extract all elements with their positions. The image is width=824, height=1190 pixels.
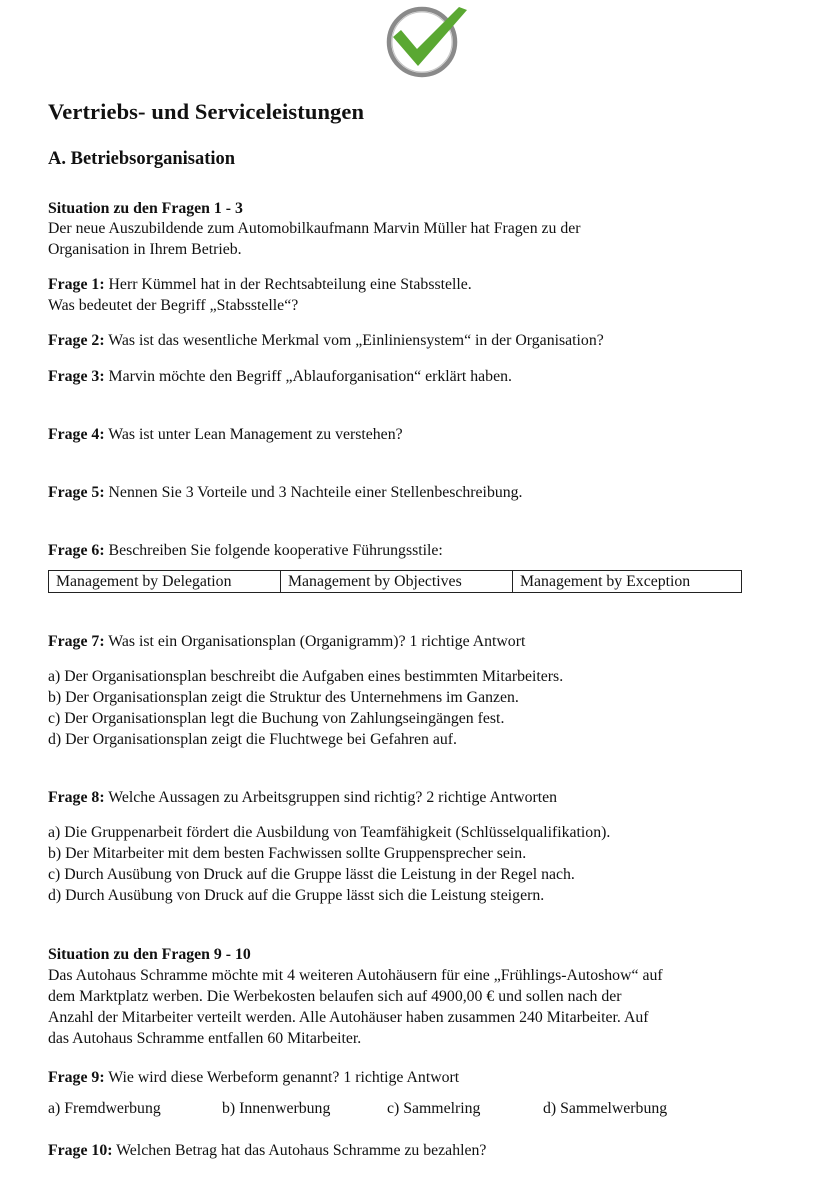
- question-text: Herr Kümmel hat in der Rechtsabteilung eine Stabsstelle.: [104, 276, 472, 293]
- question-9: [48, 1067, 459, 1088]
- question-label: Frage 5:: [48, 484, 105, 501]
- situation-text-line: Das Autohaus Schramme möchte mit 4 weiteren Autohäusern für eine „Frühlings-Autoshow“ auf: [48, 967, 663, 984]
- table-row: [49, 571, 742, 593]
- question-label: Frage 4:: [48, 426, 105, 443]
- table-cell: Management by Delegation: [49, 571, 281, 593]
- question-7: [48, 631, 525, 652]
- question-5: [48, 482, 523, 503]
- question-text: Was ist das wesentliche Merkmal vom „Einliniensystem“ in der Organisation?: [104, 332, 604, 349]
- section-heading: A. Betriebsorganisation: [48, 149, 236, 169]
- situation-text-line: das Autohaus Schramme entfallen 60 Mitarbeiter.: [48, 1030, 362, 1047]
- question-3: [48, 366, 512, 387]
- situation-heading: Situation zu den Fragen 9 - 10: [48, 946, 251, 963]
- question-10: [48, 1140, 486, 1161]
- question-text: Wie wird diese Werbeform genannt? 1 richtige Antwort: [104, 1069, 460, 1086]
- answer-option: c) Durch Ausübung von Druck auf die Gruppe lässt die Leistung in der Regel nach.: [48, 866, 575, 883]
- answer-option: d) Der Organisationsplan zeigt die Fluchtwege bei Gefahren auf.: [48, 731, 457, 748]
- question-text: Was ist ein Organisationsplan (Organigramm)? 1 richtige Antwort: [104, 633, 526, 650]
- question-label: Frage 6:: [48, 542, 105, 559]
- answer-option: b) Der Mitarbeiter mit dem besten Fachwissen sollte Gruppensprecher sein.: [48, 845, 527, 862]
- question-2: [48, 330, 604, 351]
- question-1: [48, 274, 472, 295]
- situation-text-line: dem Marktplatz werben. Die Werbekosten belaufen sich auf 4900,00 € und sollen nach der: [48, 988, 622, 1005]
- table-cell: Management by Exception: [513, 571, 742, 593]
- answer-option: a) Der Organisationsplan beschreibt die Aufgaben eines bestimmten Mitarbeiters.: [48, 668, 564, 685]
- answer-option: d) Sammelwerbung: [543, 1100, 668, 1117]
- situation-text-line: Der neue Auszubildende zum Automobilkaufmann Marvin Müller hat Fragen zu der: [48, 220, 581, 237]
- answer-option: c) Sammelring: [387, 1100, 481, 1117]
- question-label: Frage 3:: [48, 368, 105, 385]
- question-text: Nennen Sie 3 Vorteile und 3 Nachteile einer Stellenbeschreibung.: [104, 484, 523, 501]
- answer-option: a) Die Gruppenarbeit fördert die Ausbildung von Teamfähigkeit (Schlüsselqualifikation).: [48, 824, 611, 841]
- answer-option: b) Der Organisationsplan zeigt die Struktur des Unternehmens im Ganzen.: [48, 689, 519, 706]
- answer-option: b) Innenwerbung: [222, 1100, 331, 1117]
- checkmark-icon: [381, 3, 469, 79]
- question-4: [48, 424, 403, 445]
- question-label: Frage 9:: [48, 1069, 105, 1086]
- question-text: Beschreiben Sie folgende kooperative Führungsstile:: [104, 542, 443, 559]
- question-text: Welche Aussagen zu Arbeitsgruppen sind richtig? 2 richtige Antworten: [104, 789, 558, 806]
- answer-option: c) Der Organisationsplan legt die Buchung von Zahlungseingängen fest.: [48, 710, 505, 727]
- question-text: Marvin möchte den Begriff „Ablauforganisation“ erklärt haben.: [104, 368, 512, 385]
- question-label: Frage 8:: [48, 789, 105, 806]
- situation-text-line: Anzahl der Mitarbeiter verteilt werden. Alle Autohäuser haben zusammen 240 Mitarbeiter. Auf: [48, 1009, 649, 1026]
- answer-option: a) Fremdwerbung: [48, 1100, 161, 1117]
- question-text-line: Was bedeutet der Begriff „Stabsstelle“?: [48, 297, 299, 314]
- table-cell: Management by Objectives: [281, 571, 513, 593]
- question-text: Welchen Betrag hat das Autohaus Schramme zu bezahlen?: [112, 1142, 487, 1159]
- question-label: Frage 10:: [48, 1142, 113, 1159]
- question-6: [48, 540, 443, 561]
- question-8: [48, 787, 557, 808]
- question-text: Was ist unter Lean Management zu verstehen?: [104, 426, 403, 443]
- page-title: Vertriebs- und Serviceleistungen: [48, 99, 365, 124]
- situation-heading: Situation zu den Fragen 1 - 3: [48, 200, 243, 217]
- question-label: Frage 2:: [48, 332, 105, 349]
- question-label: Frage 1:: [48, 276, 105, 293]
- question-label: Frage 7:: [48, 633, 105, 650]
- leadership-styles-table: [48, 570, 742, 593]
- situation-text-line: Organisation in Ihrem Betrieb.: [48, 241, 242, 258]
- answer-option: d) Durch Ausübung von Druck auf die Gruppe lässt sich die Leistung steigern.: [48, 887, 545, 904]
